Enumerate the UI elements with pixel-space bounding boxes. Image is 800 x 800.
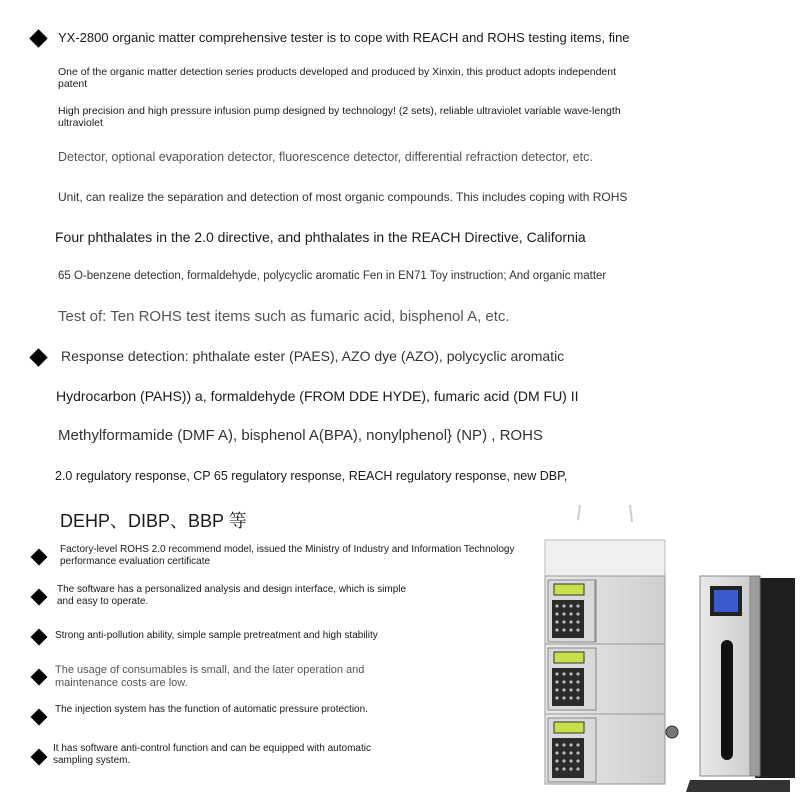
feature-item-6: It has software anti-control function and can be equipped with automatic sampling system. [53,743,371,766]
paragraph-line-7: 65 O-benzene detection, formaldehyde, polycyclic aromatic Fen in EN71 Toy instruction; And organic matter [58,270,607,282]
feature-item-1: Factory-level ROHS 2.0 recommend model, issued the Ministry of Industry and Information Technology performance evaluation certificate [60,544,515,567]
bullet-diamond-icon [31,709,48,726]
paragraph-line-10: Hydrocarbon (PAHS)) a, formaldehyde (FROM DDE HYDE), fumaric acid (DM FU) II [56,388,579,404]
bullet-diamond-icon [31,669,48,686]
feature-item-2: The software has a personalized analysis and design interface, which is simple and easy to operate. [57,584,407,607]
bullet-diamond-icon [31,549,48,566]
paragraph-line-5: Unit, can realize the separation and detection of most organic compounds. This includes coping with ROHS [58,190,628,204]
feature-item-5: The injection system has the function of automatic pressure protection. [55,704,368,715]
bullet-diamond-icon [31,749,48,766]
detector-module [545,714,678,784]
paragraph-line-11: Methylformamide (DMF A), bisphenol A(BPA), nonylphenol} (NP) , ROHS [58,427,543,444]
instrument-icon [540,500,800,800]
paragraph-line-6: Four phthalates in the 2.0 directive, and phthalates in the REACH Directive, California [55,229,586,245]
bullet-diamond-icon [29,348,47,366]
paragraph-line-12: 2.0 regulatory response, CP 65 regulatory response, REACH regulatory response, new DBP, [55,469,568,483]
paragraph-line-3: High precision and high pressure infusion pump designed by technology! (2 sets), reliable ultraviolet variable wave-length ultraviolet [58,105,621,129]
paragraph-line-2: One of the organic matter detection series products developed and produced by Xinxin, this product adopts independent patent [58,66,617,90]
pump-module [545,576,665,644]
paragraph-line-8: Test of: Ten ROHS test items such as fumaric acid, bisphenol A, etc. [58,308,510,325]
paragraph-line-1: YX-2800 organic matter comprehensive tester is to cope with REACH and ROHS testing items, fine [58,30,630,45]
bullet-diamond-icon [29,29,47,47]
bullet-diamond-icon [31,589,48,606]
pump-module [545,644,665,714]
feature-item-4: The usage of consumables is small, and the later operation and maintenance costs are low. [55,664,365,689]
feature-item-3: Strong anti-pollution ability, simple sample pretreatment and high stability [55,630,378,641]
bullet-diamond-icon [31,629,48,646]
paragraph-line-4: Detector, optional evaporation detector, fluorescence detector, differential refraction detector, etc. [58,150,593,164]
paragraph-line-13: DEHP、DIBP、BBP 等 [60,511,247,531]
column-oven [686,576,795,792]
paragraph-line-9: Response detection: phthalate ester (PAES), AZO dye (AZO), polycyclic aromatic [61,348,565,364]
